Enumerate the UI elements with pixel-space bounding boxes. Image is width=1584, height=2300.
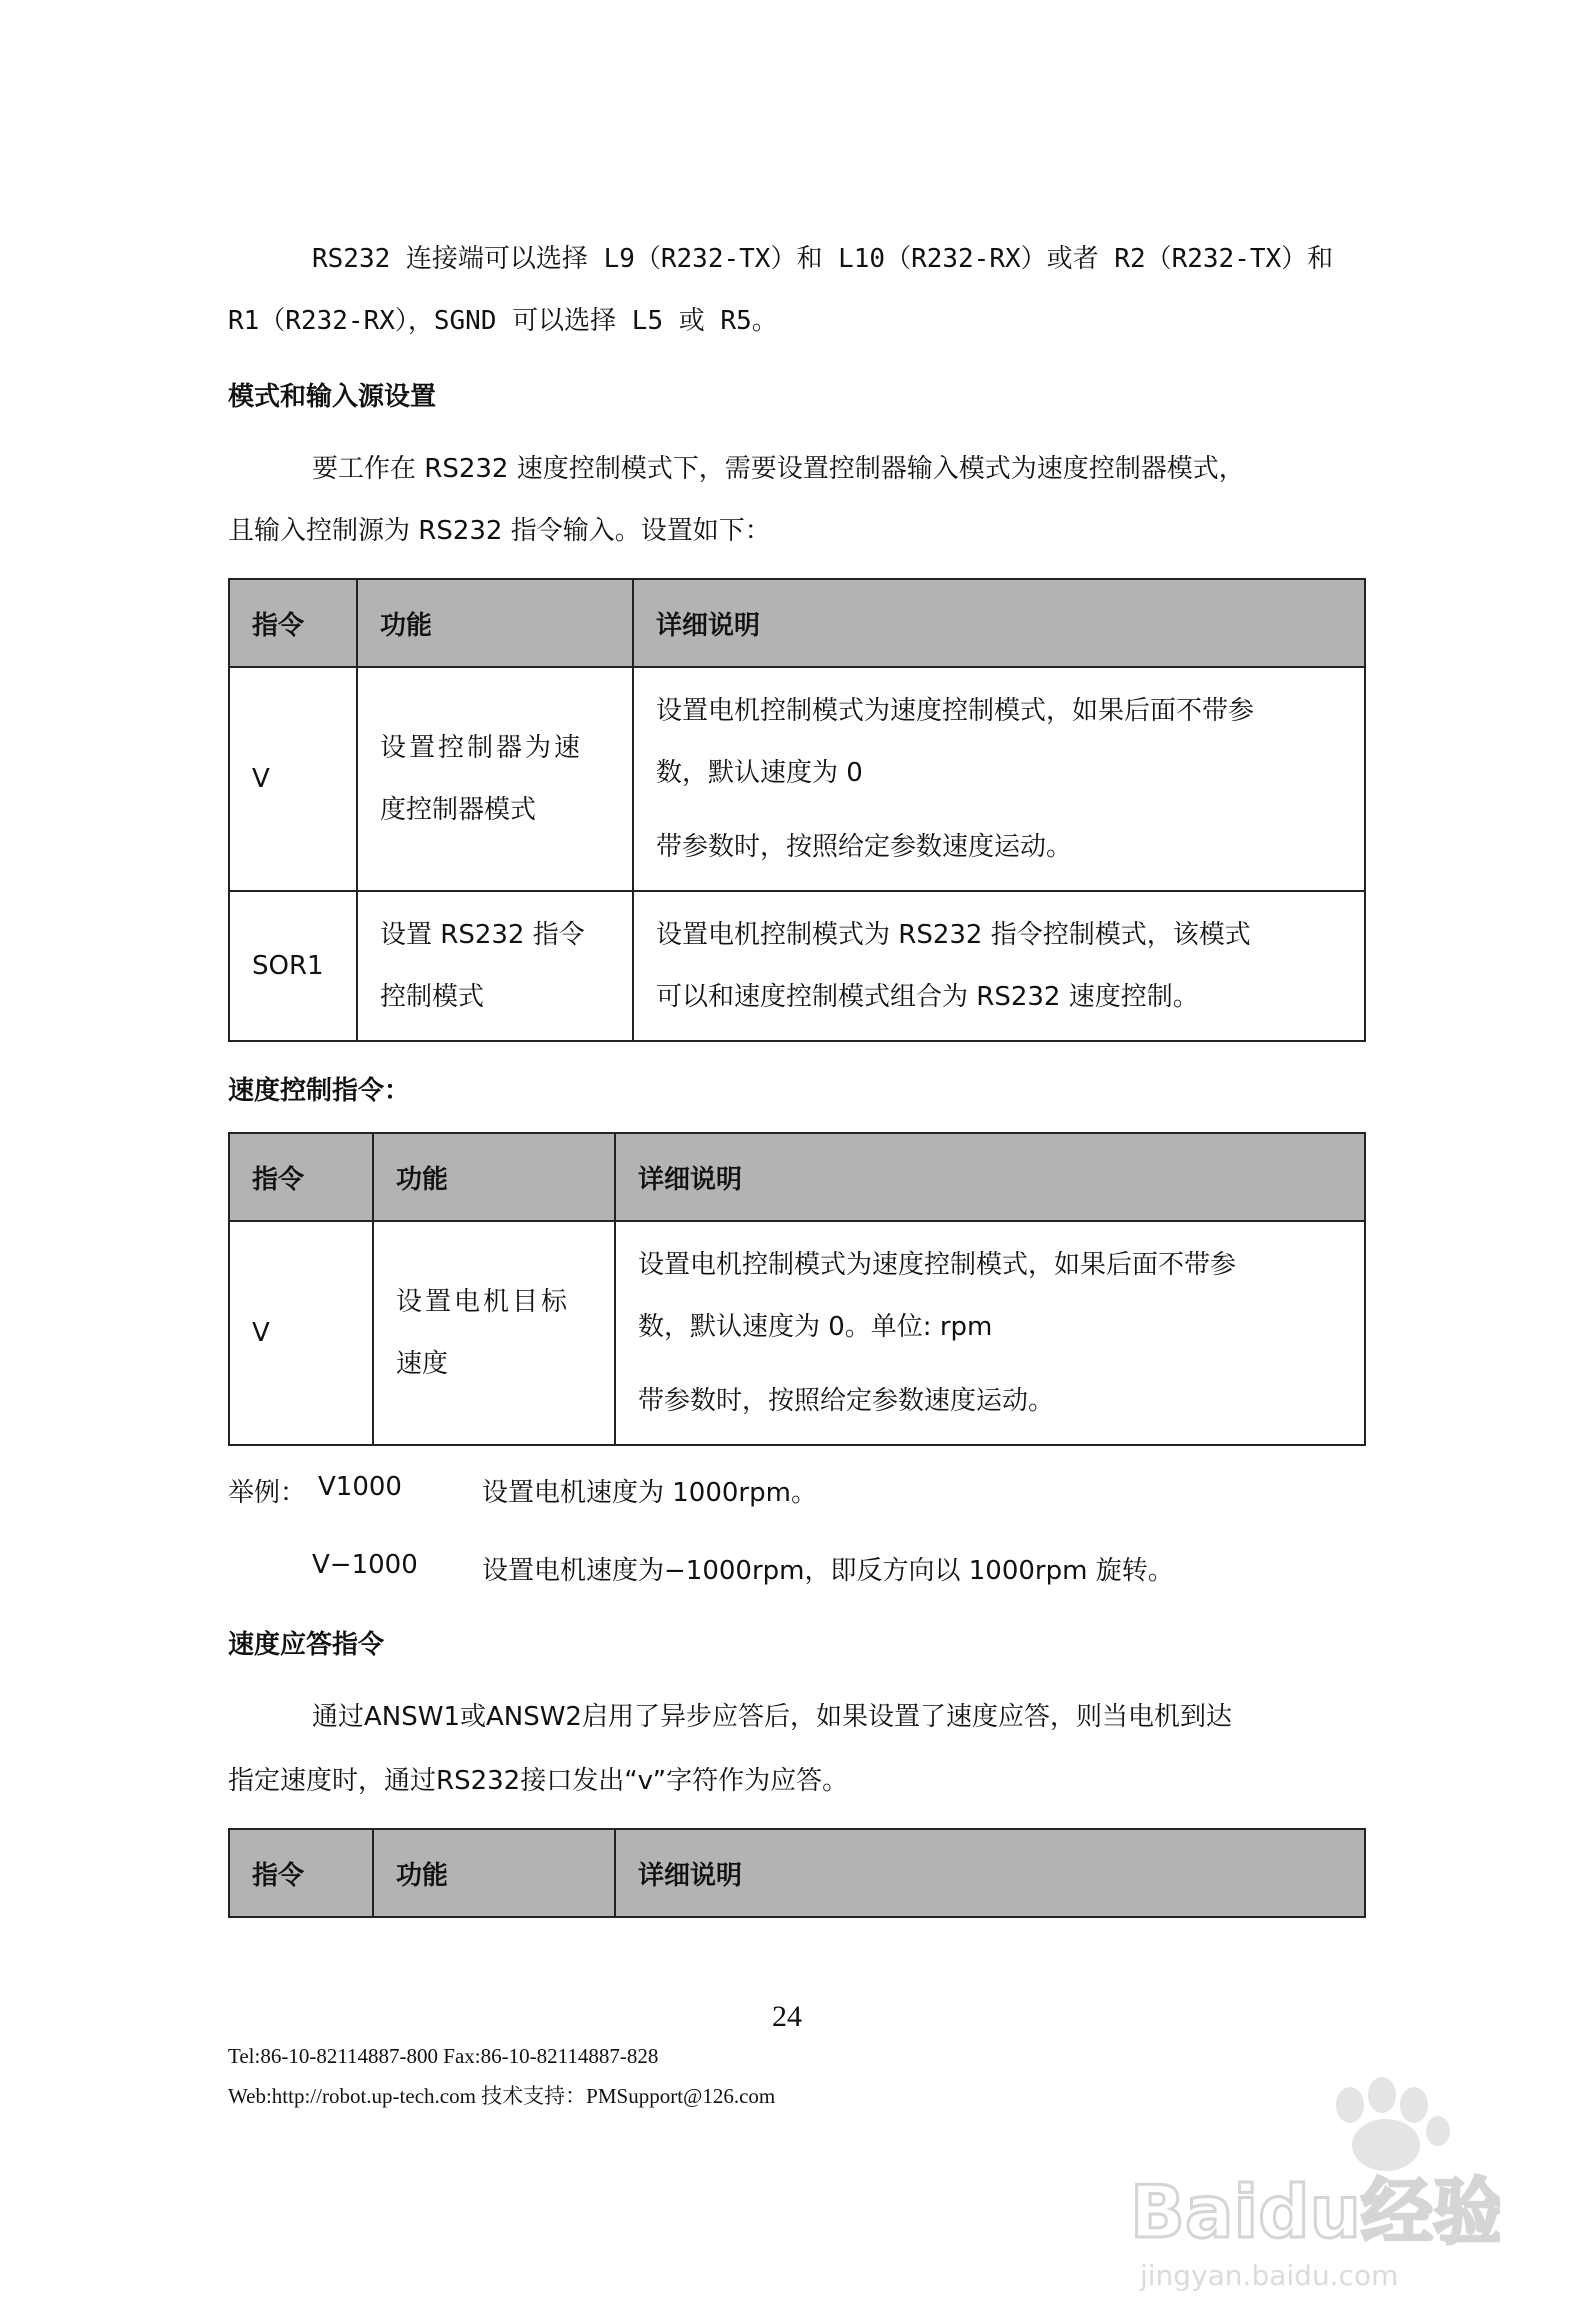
cell-description bbox=[615, 1221, 1365, 1445]
speed-control-table bbox=[228, 1132, 1366, 1446]
column-header-command: 指令 bbox=[229, 1829, 373, 1917]
example-2-command: V−1000 bbox=[312, 1550, 418, 1580]
column-header-description: 详细说明 bbox=[615, 1133, 1365, 1221]
cell-function bbox=[357, 891, 633, 1041]
baidu-jingyan-watermark bbox=[1120, 2065, 1500, 2295]
cell-description-line: 设置电机控制模式为 RS232 指令控制模式，该模式 bbox=[656, 920, 1251, 950]
cell-function-line: 控制模式 bbox=[380, 982, 485, 1012]
section-heading-speed-control: 速度控制指令： bbox=[228, 1076, 411, 1106]
column-header-function: 功能 bbox=[357, 579, 633, 667]
cell-function-line: 设置控制器为速 bbox=[380, 733, 584, 763]
example-label: 举例： bbox=[228, 1478, 307, 1508]
mode-settings-table bbox=[228, 578, 1366, 1042]
intro-line-2: R1（R232-RX），SGND 可以选择 L5 或 R5。 bbox=[228, 306, 778, 336]
cell-function-line: 设置 RS232 指令 bbox=[380, 920, 585, 950]
cell-function-line: 度控制器模式 bbox=[380, 795, 537, 825]
cell-description-line: 设置电机控制模式为速度控制模式，如果后面不带参 bbox=[656, 696, 1255, 726]
cell-function bbox=[357, 667, 633, 891]
footer-contact: Tel:86-10-82114887-800 Fax:86-10-82114887-828 bbox=[228, 2044, 659, 2068]
table-header-row bbox=[229, 579, 1365, 667]
section3-para-line-1: 通过ANSW1或ANSW2启用了异步应答后，如果设置了速度应答，则当电机到达 bbox=[312, 1702, 1232, 1732]
cell-function bbox=[373, 1221, 615, 1445]
table-row bbox=[229, 1221, 1365, 1445]
table-header-row bbox=[229, 1133, 1365, 1221]
intro-line-1: RS232 连接端可以选择 L9（R232-TX）和 L10（R232-RX）或者 R2（R232-TX）和 bbox=[312, 244, 1334, 274]
cell-function-line: 速度 bbox=[396, 1349, 449, 1379]
example-1-text: 设置电机速度为 1000rpm。 bbox=[482, 1478, 817, 1508]
table-row bbox=[229, 667, 1365, 891]
section1-para-line-1: 要工作在 RS232 速度控制模式下，需要设置控制器输入模式为速度控制器模式， bbox=[312, 454, 1245, 484]
column-header-description: 详细说明 bbox=[615, 1829, 1365, 1917]
example-1-command: V1000 bbox=[318, 1472, 402, 1502]
page-number: 24 bbox=[772, 2000, 802, 2033]
cell-description-line: 带参数时，按照给定参数速度运动。 bbox=[656, 832, 1073, 862]
cell-command: V bbox=[229, 667, 357, 891]
cell-description-line: 设置电机控制模式为速度控制模式，如果后面不带参 bbox=[638, 1250, 1237, 1280]
speed-response-table bbox=[228, 1828, 1366, 1918]
section3-para-line-2: 指定速度时，通过RS232接口发出“v”字符作为应答。 bbox=[228, 1766, 849, 1796]
paw-logo-icon bbox=[1120, 2065, 1500, 2295]
section-heading-speed-response: 速度应答指令 bbox=[228, 1630, 385, 1660]
example-2-text: 设置电机速度为−1000rpm，即反方向以 1000rpm 旋转。 bbox=[482, 1556, 1174, 1586]
watermark-url: jingyan.baidu.com bbox=[1140, 2259, 1399, 2292]
cell-command: V bbox=[229, 1221, 373, 1445]
column-header-command: 指令 bbox=[229, 579, 357, 667]
section1-para-line-2: 且输入控制源为 RS232 指令输入。设置如下： bbox=[228, 516, 771, 546]
column-header-function: 功能 bbox=[373, 1829, 615, 1917]
watermark-brand: Baidu经验 bbox=[1130, 2170, 1500, 2254]
cell-description-line: 数，默认速度为 0 bbox=[656, 758, 863, 788]
column-header-command: 指令 bbox=[229, 1133, 373, 1221]
cell-description bbox=[633, 667, 1365, 891]
footer-web: Web:http://robot.up-tech.com 技术支持：PMSupport@126.com bbox=[228, 2084, 776, 2108]
section-heading-mode: 模式和输入源设置 bbox=[228, 382, 437, 412]
cell-description-line: 数，默认速度为 0。单位: rpm bbox=[638, 1312, 993, 1342]
cell-description-line: 带参数时，按照给定参数速度运动。 bbox=[638, 1386, 1055, 1416]
cell-function-line: 设置电机目标 bbox=[396, 1287, 571, 1317]
column-header-function: 功能 bbox=[373, 1133, 615, 1221]
table-row bbox=[229, 891, 1365, 1041]
cell-description-line: 可以和速度控制模式组合为 RS232 速度控制。 bbox=[656, 982, 1199, 1012]
cell-command: SOR1 bbox=[229, 891, 357, 1041]
column-header-description: 详细说明 bbox=[633, 579, 1365, 667]
cell-description bbox=[633, 891, 1365, 1041]
table-header-row bbox=[229, 1829, 1365, 1917]
